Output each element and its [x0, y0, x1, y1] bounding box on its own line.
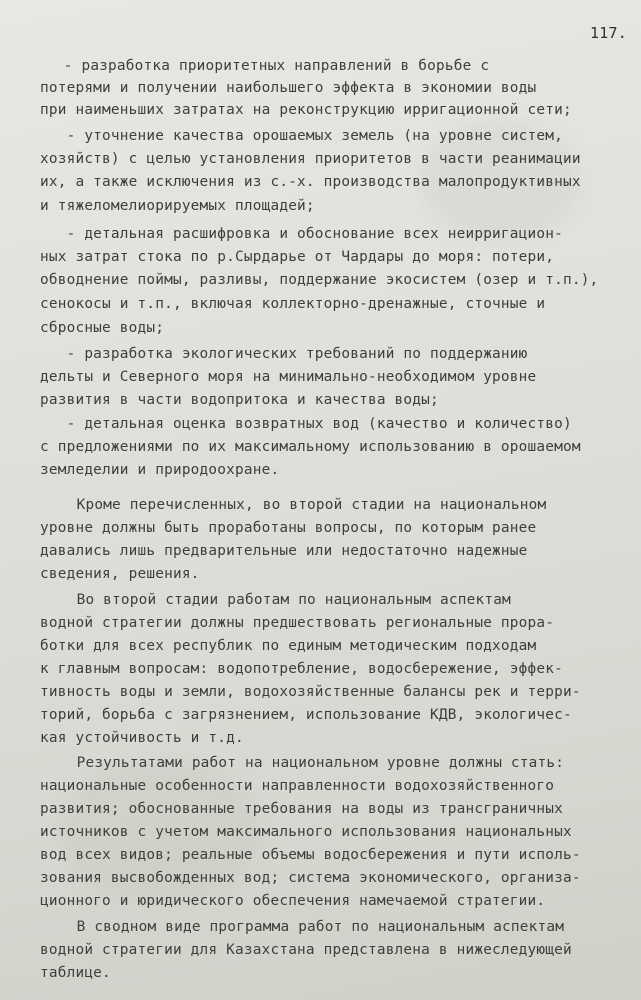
text-line: земледелии и природоохране.: [40, 462, 280, 478]
text-line: ботки для всех республик по единым методическим подходам: [40, 638, 537, 654]
text-line: таблице.: [40, 965, 111, 981]
text-line: зования высвобожденных вод; система экономического, организа-: [40, 870, 581, 886]
text-line: и тяжеломелиорируемых площадей;: [40, 198, 315, 214]
text-line: торий, борьба с загрязнением, использование КДВ, экологичес-: [40, 707, 572, 723]
text-line: кая устойчивость и т.д.: [40, 730, 244, 746]
text-line: ционного и юридического обеспечения намечаемой стратегии.: [40, 893, 546, 909]
text-line: сенокосы и т.п., включая коллекторно-дренажные, сточные и: [40, 296, 546, 312]
text-line: - детальная оценка возвратных вод (качество и количество): [40, 416, 572, 432]
text-line: - детальная расшифровка и обоснование всех неирригацион-: [40, 226, 563, 242]
text-line: развития; обоснованные требования на воды из трансграничных: [40, 801, 563, 817]
text-line: - уточнение качества орошаемых земель (на уровне систем,: [40, 128, 563, 144]
page-number: 117.: [590, 24, 627, 42]
text-line: Результатами работ на национальном уровне должны стать:: [50, 755, 565, 771]
text-line: сбросные воды;: [40, 320, 165, 336]
text-line: В сводном виде программа работ по национальным аспектам: [50, 919, 565, 935]
text-line: ных затрат стока по р.Сырдарье от Чардары до моря: потери,: [40, 249, 555, 265]
text-line: - разработка экологических требований по поддержанию: [40, 346, 528, 362]
text-line: уровне должны быть проработаны вопросы, по которым ранее: [40, 520, 537, 536]
text-line: водной стратегии должны предшествовать региональные прора-: [40, 615, 555, 631]
text-line: тивность воды и земли, водохозяйственные балансы рек и терри-: [40, 684, 581, 700]
text-line: источников с учетом максимального использования национальных: [40, 824, 572, 840]
text-line: хозяйств) с целью установления приоритетов в части реанимации: [40, 151, 581, 167]
text-line: - разработка приоритетных направлений в борьбе с: [46, 58, 490, 74]
text-line: развития в части водопритока и качества воды;: [40, 392, 439, 408]
text-line: вод всех видов; реальные объемы водосбережения и пути исполь-: [40, 847, 581, 863]
text-line: дельты и Северного моря на минимально-необходимом уровне: [40, 369, 537, 385]
text-line: Кроме перечисленных, во второй стадии на национальном: [50, 497, 547, 513]
text-line: потерями и получении наибольшего эффекта в экономии воды: [40, 80, 537, 96]
text-line: при наименьших затратах на реконструкцию ирригационной сети;: [40, 102, 572, 118]
text-line: водной стратегии для Казахстана представлена в нижеследующей: [40, 942, 572, 958]
text-line: национальные особенности направленности водохозяйственного: [40, 778, 555, 794]
text-line: давались лишь предварительные или недостаточно надежные: [40, 543, 528, 559]
text-line: к главным вопросам: водопотребление, водосбережение, эффек-: [40, 661, 563, 677]
text-line: Во второй стадии работам по национальным аспектам: [50, 592, 511, 608]
text-line: сведения, решения.: [40, 566, 200, 582]
text-line: обводнение поймы, разливы, поддержание экосистем (озер и т.п.),: [40, 272, 599, 288]
text-line: их, а также исключения из с.-х. производства малопродуктивных: [40, 174, 581, 190]
text-line: с предложениями по их максимальному использованию в орошаемом: [40, 439, 581, 455]
